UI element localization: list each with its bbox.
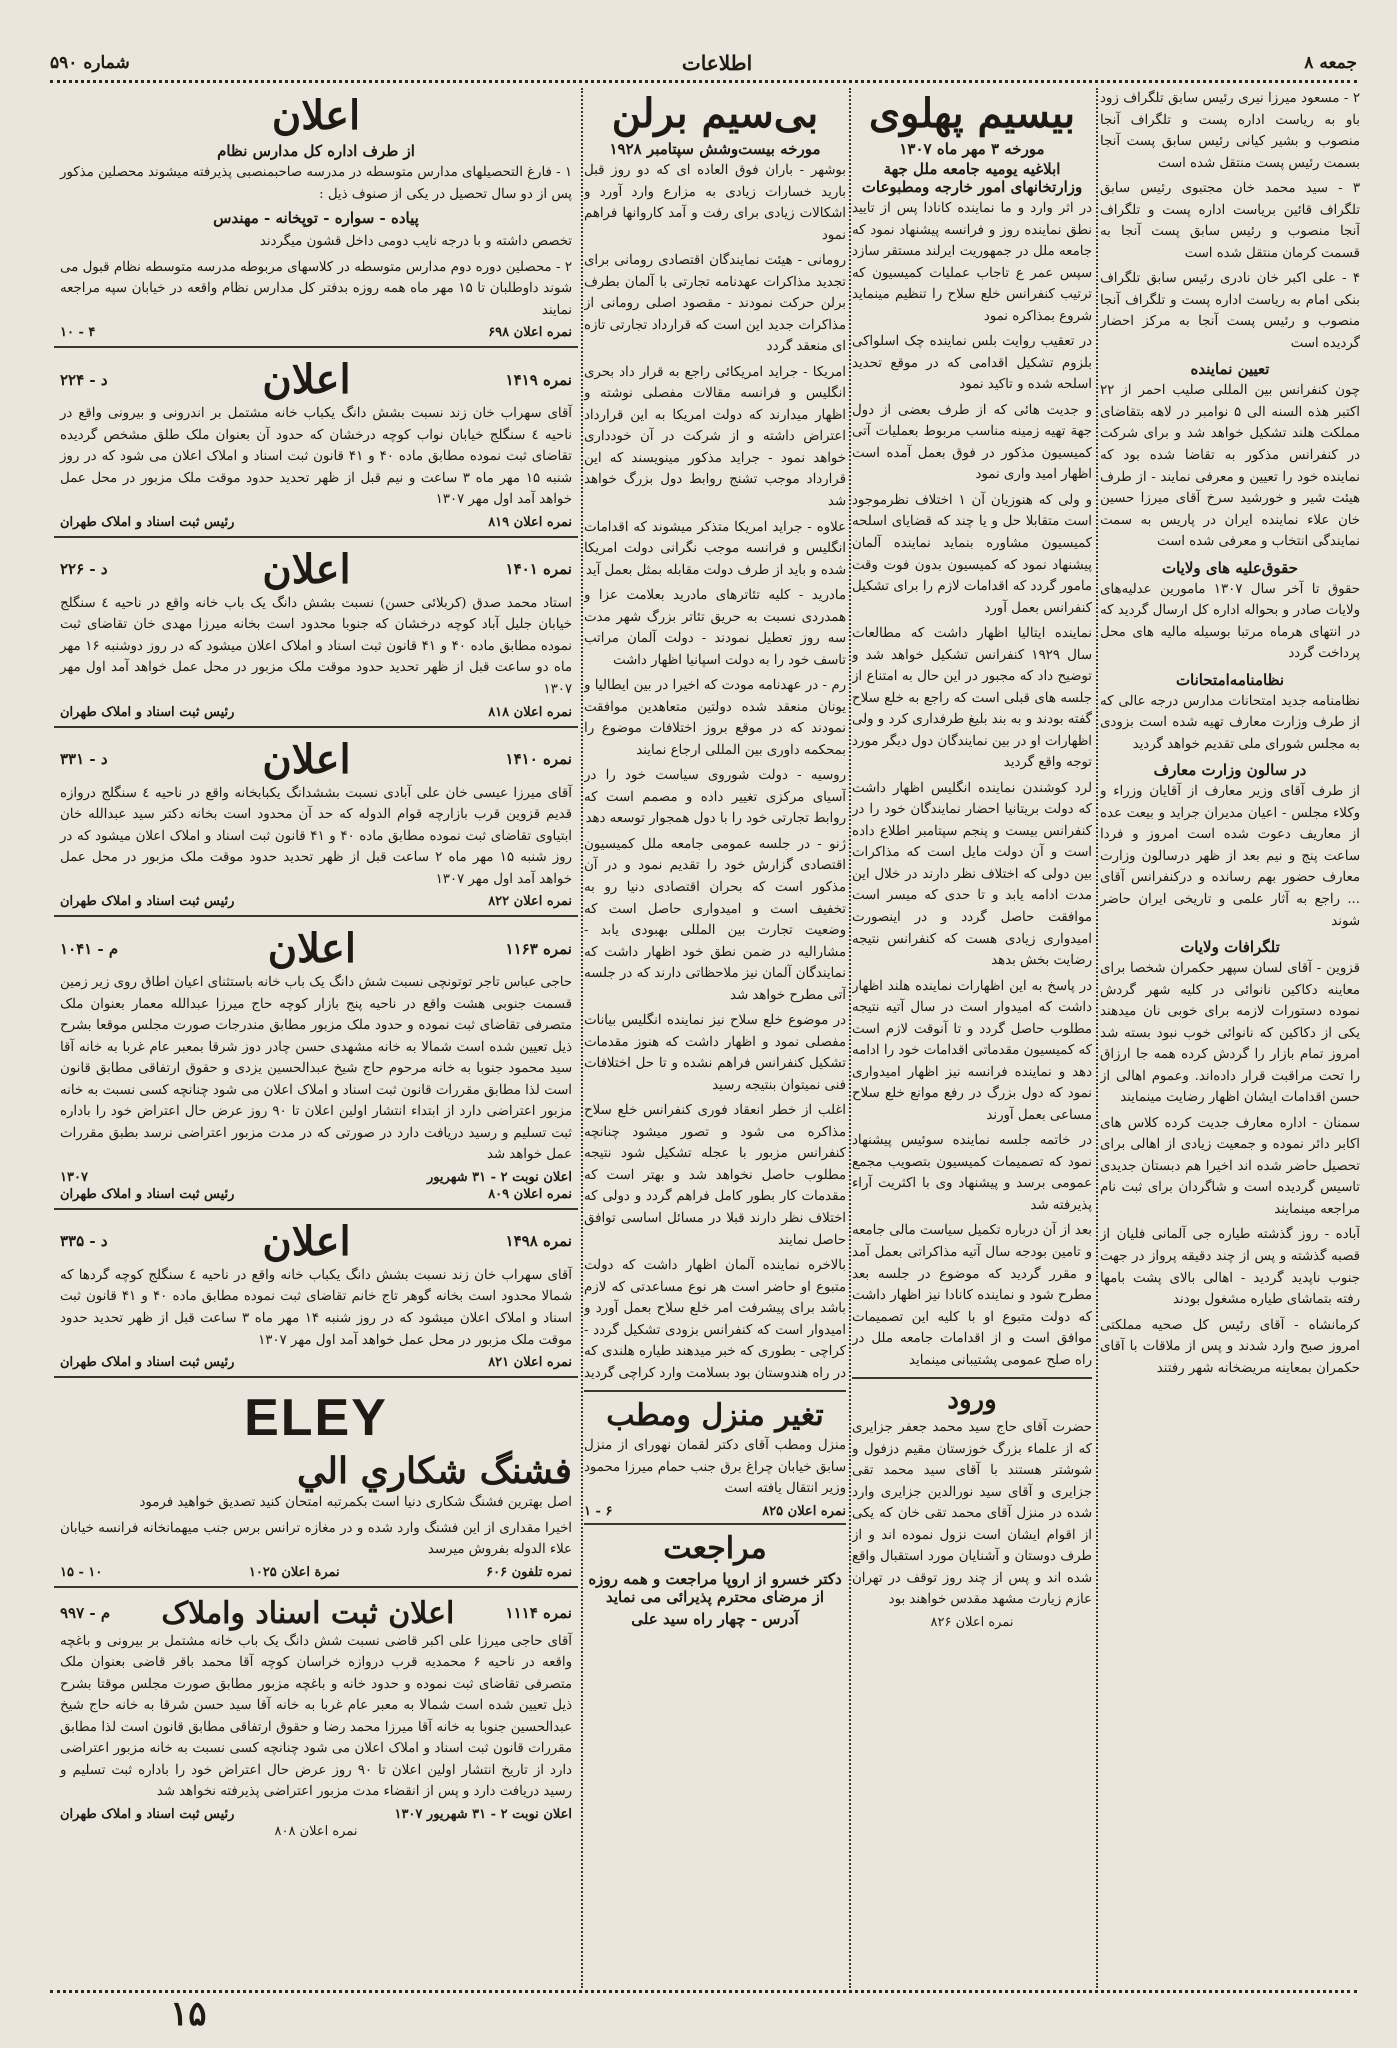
ad-number: نمره اعلان ۸۰۸ [274, 1823, 358, 1839]
ad-registry-1401 [54, 544, 578, 728]
ad-footer [60, 705, 572, 720]
ad-text: آقای حاجی میرزا علی اکبر قاضی نسبت شش دانگ یک باب خانه مشتمل بر بیرونی و باغچه واقعه در ناحیه ۶ محمدیه قرب دروازه خراسان کوچه آقا محمد باقر قاضی بعنوان ملک متصرفی تقاضای ثبت نموده و حدود خانه و باغچه مزبور مطابق صورت مجلس موقتا بشرح ذیل تعیین شده است شمالا به معبر عام غربا به خانه آقا سید حسن شرقا به خانه حاج شیخ عبدالحسین جنوبا به خانه آقا میرزا محمد رضا و حقوق ارتفاقی مطابق قانون است لذا مطابق مقررات قانون ثبت اسناد و املاک اعلان می شود چنانچه کسی نسبت به خانه مزبور اعتراضی دارد از تاریخ انتشار اولین اعلان تا ۹۰ روز عرض حال اعتراض خود را باداره ثبت تسلیم و رسید دریافت دارد و پس از انقضاء مدت مزبور اعتراضی پذیرفته نخواهد شد [60, 1633, 572, 1800]
news-paragraph: علاوه - جراید امریکا متذکر میشوند که اقدامات انگلیس و فرانسه موجب نگرانی دولت امریکا شده و باید از طرف دولت مقابله بمثل بعمل آید [584, 519, 846, 578]
ad-ref: ۱۰ - ۱۵ [60, 1564, 103, 1580]
ad-registry-1114 [54, 1594, 578, 1845]
news-paragraph: در خاتمه جلسه نماینده سوئیس پیشنهاد نمود که تصمیمات کمیسیون بتصویب مجمع عمومی برسد و پیشنهاد وی با اکثریت آراء پذیرفته شد [852, 1133, 1092, 1213]
ad-subtitle: از طرف اداره کل مدارس نظام [217, 142, 415, 160]
ad-num: نمره ۱۱۶۳ [505, 939, 572, 958]
news-paragraph: چون کنفرانس بین المللی صلیب احمر از ۲۲ اکتبر هذه السنه الی ۵ نوامبر در لاهه بتقاضای مملکت هلند تشکیل خواهد شد و برای شرکت در کنفرانس مذکور به تقاضا شده بود که نماینده خود را تعیین و معرفی نمایند - از طرف هیئت شیر و خورشید سرخ آقای میرزا حسین خان علاء نماینده ایران در پاریس به سمت نمایندگی انتخاب و معرفی شده است [1100, 383, 1360, 550]
ad-title: اعلان [262, 735, 351, 783]
ad-registry-1410 [54, 734, 578, 918]
ad-num: نمره ۱۴۱۰ [505, 750, 572, 768]
ad-military-schools [54, 88, 578, 348]
header-newspaper-name: اطلاعات [681, 51, 753, 75]
ad-head [60, 1218, 572, 1265]
news-paragraph: و جدیت هائی که از طرف بعضی از دول جهة تهیه زمینه مناسب مربوط بعملیات آتی کمیسیون مذکور در فوق بعمل آمده است اظهار امید واری نمود [852, 402, 1092, 483]
ad-text: آقای سهراب خان زند نسبت بشش دانگ یکباب خانه واقع در ناحیه ٤ سنگلج کوچه گردها که شمالا محدود است بخانه گوهر تاج خانم تقاضای ثبت نموده مطابق ماده ۴۰ و ۴۱ قانون ثبت اسناد و املاک اعلان میشود که در روز شنبه ۱۴ مهر ماه ۳ ساعت قبل از ظهر تحدید حدود موقت ملک مزبور در محل عمل خواهد آمد اول مهر ۱۳۰۷ [60, 1267, 572, 1348]
news-paragraph: بعد از آن درباره تکمیل سیاست مالی جامعه و تامین بودجه سال آتیه مذاکراتی بعمل آمد و مقرر گردید که موضوع در جلسه بعد مطرح شود و نماینده کانادا نیز اظهار داشت که دولت متبوع او با کلیه این تصمیمات موافق است و از اقدامات جامعه ملل در راه صلح عمومی پشتیبانی مینماید [852, 1223, 1092, 1368]
ad-registry-1419 [54, 354, 578, 538]
news-paragraph: قزوین - آقای لسان سپهر حکمران شخصا برای معاینه دکاکین نانوائی در کلیه شهر گردش نموده دستورات لازمه برای خوبی نان میدهند یکی از دکاکین که نانوائی خوب نبود بسته شد امروز تمام بازار را گردش کرده همه جا ارزاق را تحت مراقبت قرار داده‌اند. وعموم اهالی از حسن اقدامات ایشان اظهار رضایت مینمایند [1100, 961, 1360, 1106]
news-paragraph: کرمانشاه - آقای رئیس کل صحیه مملکتی امروز صبح وارد شدند و پس از ملاقات با آقای حکمران بمعاینه مریضخانه شهر رفتند [1100, 1317, 1360, 1376]
ad-text: دکتر خسرو از اروپا مراجعت و همه روزه از مرضای محترم پذیرائی می نماید [588, 1569, 842, 1606]
ad-registry: رئیس ثبت اسناد و املاک طهران [60, 1186, 235, 1202]
news-paragraph: رم - در عهدنامه مودت که اخیرا در بین ایطالیا و یونان منعقد شده دولتین متعاهدین موافقت نمودند که در موقع بروز اختلافات موضوع را بمحکمه داوری بین المللی ارجاع نمایند [584, 678, 846, 758]
ad-title: اعلان [271, 92, 361, 139]
ad-notice: اعلان نوبت ۲ - ۳۱ شهریور ۱۳۰۷ [394, 1806, 572, 1822]
ad-footer [60, 325, 572, 340]
ad-ref: ۴ - ۱۰ [60, 325, 96, 341]
ad-head [60, 546, 572, 593]
ad-title: اعلان [262, 545, 351, 593]
news-paragraph: لرد کوشندن نماینده انگلیس اظهار داشت که دولت بریتانیا احضار نمایندگان خود را در کنفرانس بیست و پنجم سپتامبر اطلاع داده است و آن دولت مایل است که مذاکرات بین دولی که اختلاف نظر دارند در خلال این مدت ادامه یابد و تا حدی که میسر است موافقت حاصل گردد و در اینصورت امیدواری زیادی هست که کنفرانس نتیجه رضایت بخش بدهد [852, 780, 1092, 969]
ad-title-return: مراجعت [663, 1530, 767, 1566]
ad-num: نمره ۱۴۹۸ [505, 1232, 572, 1251]
ad-footer [60, 1187, 572, 1202]
news-paragraph: ۲ - مسعود میرزا نیری رئیس سابق تلگراف زود باو به ریاست اداره پست و تلگراف آنجا منصوب و بشیر کیانی رئیس سابق پست آنجا بسمت رئیس پست منتقل شده است [1100, 91, 1360, 171]
ad-footer [60, 894, 572, 909]
ad-date: ۱۳۰۷ [60, 1169, 88, 1185]
ad-eley-cartridges [54, 1384, 578, 1588]
ad-text: استاد محمد صدق (کربلائی حسن) نسبت بشش دانگ یک باب خانه واقع در ناحیه ٤ سنگلج خیابان جلیل آباد کوچه درخشان که جنوبا محدود است بخانه میرزا مهدی خان تقاضای ثبت نموده مطابق ماده ۴۰ و ۴۱ قانون ثبت اسناد و املاک اعلان میشود که در روز دوشنبه ۱۶ مهر ماه دو ساعت قبل از ظهر تحدید حدود موقت ملک مزبور در محل عمل خواهد آمد اول مهر ۱۳۰۷ [60, 595, 572, 697]
news-paragraph: حضرت آقای حاج سید محمد جعفر جزایری که از علماء بزرگ خوزستان مقیم دزفول و شوشتر هستند با آقای سید محمد تقی جزایری و آقای سید نورالدین جزایری وارد شده در منزل آقای محمد تقی خان که یکی از اقوام ایشان است نزول نموده اند و از طرف دوستان و آشنایان مورد استقبال واقع شده اند و پس از چند روز توقف در تهران عازم زیارت مشهد مقدس خواهند بود [852, 1420, 1092, 1608]
column-news-2 [852, 88, 1092, 1978]
ad-text: ۱ - فارغ التحصیلهای مدارس متوسطه در مدرسه صاحبمنصبی پذیرفته میشوند محصلین مذکور پس از دو سال تحصیل در یکی از صنوف ذیل : [60, 165, 572, 202]
page-number: ۱۵ [170, 1994, 207, 2034]
ad-registry: رئیس ثبت اسناد و املاک طهران [60, 1355, 235, 1371]
column-ads [54, 88, 578, 1978]
footer-rule [50, 1990, 1357, 1993]
ad-ref: ۶ - ۱ [584, 1503, 613, 1519]
ad-footer [60, 515, 572, 530]
ad-address: آدرس - چهار راه سید علی [631, 1609, 799, 1628]
ad-number: نمرة اعلان ۱۰۲۵ [248, 1564, 340, 1580]
ad-footer [60, 1807, 572, 1822]
section-heading: تعیین نماینده [1190, 360, 1270, 379]
column-divider [1096, 88, 1098, 1988]
ad-text: تخصص داشته و با درجه نایب دومی داخل قشون میگردند [259, 234, 572, 250]
ad-number: نمره اعلان ۸۲۶ [930, 1614, 1014, 1630]
ad-code: د - ۳۳۱ [60, 750, 108, 768]
ad-registry-1163 [54, 923, 578, 1210]
ad-code: د - ۳۳۵ [60, 1232, 108, 1251]
page-header [50, 48, 1357, 78]
news-paragraph: مادرید - کلیه تئاترهای مادرید بعلامت عزا و همدردی نسبت به حریق تئاتر بزرگ شهر مدت سه روز تعطیل نمودند - دولت آلمان مراتب تاسف خود را به دولت اسپانیا اظهار داشت [584, 588, 846, 668]
article-date: مورخه ۳ مهر ماه ۱۳۰۷ [899, 140, 1045, 158]
news-paragraph: روسیه - دولت شوروی سیاست خود را در آسیای مرکزی تغییر داده و مصمم است که روابط تجارتی خود را با دول همجوار توسعه دهد [584, 768, 846, 827]
news-paragraph: در تعقیب روایت بلس نماینده چک اسلواکی بلزوم تشکیل اقدامی که در موقع تحدید اسلحه شده و تاکید نمود [852, 334, 1092, 393]
ad-phone: نمره تلفون ۶۰۶ [486, 1564, 572, 1580]
ad-num: نمره ۱۱۱۴ [505, 1604, 572, 1623]
ad-title-move: تغیر منزل ومطب [606, 1398, 824, 1434]
ad-registry-1498 [54, 1216, 578, 1378]
news-paragraph: ۳ - سید محمد خان مجتبوی رئیس سابق تلگراف قائین بریاست اداره پست و تلگراف آنجا منصوب و رئیس سابق پست آنجا به قسمت کرمان منتقل شده است [1100, 181, 1360, 261]
news-paragraph: و ولی که هنوزیان آن ۱ اختلاف نظرموجود است متقابلا حل و یا چند که قضایای اسلحه کمیسیون مشاوره بنماید نماینده آلمان پیشنهاد نمود که کمیسیون بدون فوت وقت مامور گردد که اقدامات لازم را برای تشکیل کنفرانس بعمل آورد [852, 492, 1092, 616]
ad-footer [584, 1504, 846, 1519]
ad-num: نمره ۱۴۱۹ [505, 370, 572, 389]
ad-registry: رئیس ثبت اسناد و املاک طهران [60, 1806, 235, 1822]
ad-title: فشنگ شکاري الي [296, 1450, 572, 1493]
ad-title: اعلان [267, 925, 356, 973]
ad-head [60, 736, 572, 783]
ad-head [60, 356, 572, 403]
ad-footer [60, 1170, 572, 1185]
ad-number: نمره اعلان ۸۰۹ [488, 1186, 572, 1202]
section-heading: در سالون وزارت معارف [1153, 761, 1307, 780]
news-paragraph: سمنان - اداره معارف جدیت کرده کلاس های اکابر دائر نموده و جمعیت زیادی از اهالی برای تحصیل حاضر شده اند اخیرا هم دبستان جدیدی تاسیس گردیده است و شاگردان برای ثبت نام مراجعه مینمایند [1100, 1115, 1360, 1217]
header-day: جمعه ۸ [1304, 53, 1357, 73]
ad-number: نمره اعلان ۸۲۱ [488, 1355, 572, 1371]
ad-registry: رئیس ثبت اسناد و املاک طهران [60, 894, 235, 910]
news-paragraph: در پاسخ به این اظهارات نماینده هلند اظهار داشت که امیدوار است در سال آتیه نتیجه مطلوب حاصل گردد و تا آنوقت لازم است که کمیسیون مقدماتی اقدامات خود را ادامه دهد و نماینده فرانسه نیز اظهار امیدواری نمود که دول بزرگ در رفع موانع خلع سلاح مساعی بعمل آورند [852, 978, 1092, 1123]
ad-notice: اعلان نوبت ۲ - ۳۱ شهریور [426, 1169, 572, 1185]
ad-number: نمره اعلان ۸۲۵ [762, 1503, 846, 1519]
news-paragraph: ۴ - علی اکبر خان نادری رئیس سابق تلگراف بنکی امام به ریاست اداره پست و تلگراف آنجا منصوب و رئیس پست آنجا به مرکز احضار گردیده است [1100, 271, 1360, 351]
article-subtitle: ابلاغیه یومیه جامعه ملل جهة وزارتخانهای امور خارجه ومطبوعات [861, 160, 1083, 196]
news-paragraph: آباده - روز گذشته طیاره جی آلمانی فلیان از قصبه گذشته و پس از چند دقیقه پرواز در جهت جنوب ناپدید گردید - اهالی بالای پشت بامها رفته بتماشای طیاره مشغول بودند [1100, 1227, 1360, 1308]
section-heading: نظامنامه‌امتحانات [1175, 670, 1285, 689]
ad-footer [60, 1565, 572, 1580]
header-rule [50, 80, 1357, 83]
column-divider [581, 88, 583, 1988]
ad-number: نمره اعلان ۶۹۸ [488, 325, 572, 341]
ad-title: اعلان [262, 1217, 351, 1265]
ad-text: آقای میرزا عیسی خان علی آبادی نسبت بششدانگ یکبابخانه واقع در ناحیه ٤ سنگلج دروازه قدیم قزوین قرب بازارچه قوام الدوله که حد آن محدود است بخانه دکتر سید عبدالله خان ابتیاوی تقاضای ثبت نموده مطابق ماده ۴۰ و ۴۱ قانون ثبت اسناد و املاک اعلان میشود که در روز شنبه ۱۵ مهر ماه ۲ ساعت قبل از ظهر تحدید حدود موقت ملک مزبور در محل عمل خواهد آمد اول مهر ۱۳۰۷ [60, 785, 572, 887]
header-issue-number: شماره ۵۹۰ [50, 53, 130, 73]
news-paragraph: امریکا - جراید امریکائی راجع به قرار داد بحری انگلیس و فرانسه مقالات مفصلی نوشته و اظهار میدارند که دولت امریکا به این قرارداد اعتراض داشته و از شرکت در آن خودداری خواهد نمود - جراید مذکور مینویسند که این قرارداد موجب تشنج روابط دول بزرگ خواهد شد [584, 364, 846, 509]
column-news-3 [584, 88, 846, 1978]
article-title: بی‌سیم برلن [611, 90, 819, 137]
ad-text: ۲ - محصلین دوره دوم مدارس متوسطه در کلاسهای مربوطه مدرسه متوسطه نظام قبول می شوند داوطلبان تا ۱۵ مهر ماه همه روزه بدفتر کل مدارس نظام واقعه در خیابان سپه مراجعه نمایند [60, 259, 572, 318]
section-heading: حقوق‌علیه های ولایات [1161, 558, 1299, 577]
column-divider [849, 88, 851, 1988]
section-heading: تلگرافات ولایات [1180, 938, 1280, 957]
ad-text: اصل بهترین فشنگ شکاری دنیا است بکمرتبه امتحان کنید تصدیق خواهید فرمود [139, 1495, 572, 1511]
section-heading-arrival: ورود [947, 1385, 997, 1416]
ad-text: اخیرا مقداری از این فشنگ وارد شده و در مغازه ترانس برس جنب میهمانخانه فرانسه خیابان علاء الدوله بفروش میرسد [60, 1520, 572, 1558]
column-news-1 [1100, 88, 1360, 1978]
article-title: بیسیم پهلوی [868, 90, 1076, 137]
ad-number: نمره اعلان ۸۲۲ [488, 894, 572, 910]
news-paragraph: در اثر وارد و ما نماینده کانادا پس از تایید نطق نماینده روز و فرانسه پیشنهاد نمود که جامعه ملل در جمهوریت ایرلند مستقر سازد سپس عمر ع تاجاب عملیات کمیسیون که ترتیب کنفرانس خلع سلاح را تنظیم مینماید شروع بمذاکره نمود [852, 201, 1092, 324]
ad-text: آقای سهراب خان زند نسبت بشش دانگ یکباب خانه مشتمل بر اندرونی و بیرونی واقع در ناحیه ٤ سنگلج خیابان نواب کوچه درخشان که حدود آن بعنوان ملک طلق مشخص گردیده تقاضای ثبت نموده مطابق ماده ۴۰ و ۴۱ قانون ثبت اسناد و املاک اعلان می شود که در روز شنبه ۱۵ مهر ماه ۳ ساعت و نیم قبل از ظهر تحدید حدود موقت ملک مزبور در محل عمل خواهد آمد اول مهر ۱۳۰۷ [60, 406, 573, 508]
news-paragraph: بالاخره نماینده آلمان اظهار داشت که دولت متبوع او حاضر است هر نوع مساعدتی که لازم باشد برای پیشرفت امر خلع سلاح بعمل آورد و امیدوار است که کنفرانس بزودی تشکیل گردد - کراچی - بطوری که خبر میدهند طیاره هلندی که در راه هندوستان بود بسلامت وارد کراچی گردید [584, 1258, 846, 1381]
ad-code: م - ۹۹۷ [60, 1604, 111, 1623]
ad-code: م - ۱۰۴۱ [60, 939, 119, 958]
ad-brand: ELEY [244, 1389, 388, 1448]
news-paragraph: از طرف آقای وزیر معارف از آقایان وزراء و وکلاء مجلس - اعیان مدیران جراید و بیعت عده از معاریف دعوت شده است امروز و فردا ساعت پنج و نیم بعد از ظهر درسالون وزارت معارف حضور بهم رسانده و درکنفرانس آقای ... راجع به آثار علمی و تاریخی ایران حاضر شوند [1100, 784, 1360, 929]
ad-text: حاجی عباس تاجر توتونچی نسبت شش دانگ یک باب خانه باستثنای اعیان اطاق روی زیر زمین قسمت جنوبی هشت واقع در ناحیه پنج بازار کوچه حاج میرزا عبدالله معمار بعنوان ملک متصرفی تقاضای ثبت نموده و حدود ملک مزبور مطابق مندرجات صورت مجلس موقعا بشرح ذیل تعیین شده است شمالا به خانه مشهدی حسن چادر دوز شرقا بمعبر عام غربا به خانه آقا سید محمود جنوبا به خانه مرحوم حاج شیخ عبدالحسین یزدی و حقوق ارتفاقی مطابق قانون است لذا مطابق مقررات قانون ثبت اسناد و املاک اعلان می شود چنانچه کسی نسبت به خانه مزبور اعتراضی دارد از ابتداء انتشار اولین اعلان تا ۹۰ روز عرض حال اعتراض خود را باداره ثبت تسلیم و رسید دریافت دارد در صورتی که در مدت مزبور اعتراضی نرسد بطبق مقررات عمل خواهد شد [60, 975, 572, 1163]
ad-title: اعلان [262, 356, 351, 404]
ad-registry: رئیس ثبت اسناد و املاک طهران [60, 704, 235, 720]
ad-arms-list: پیاده - سواره - توپخانه - مهندس [213, 209, 419, 228]
ad-registry: رئیس ثبت اسناد و املاک طهران [60, 514, 235, 530]
news-paragraph: نظامنامه جدید امتحانات مدارس درجه عالی که از طرف وزارت معارف تهیه شده است بزودی به مجلس شورای ملی تقدیم خواهد گردید [1100, 693, 1360, 752]
news-paragraph: ژنو - در جلسه عمومی جامعه ملل کمیسیون اقتصادی گزارش خود را تقدیم نمود و در آن مذکور است که بحران اقتصادی دنیا رو به تخفیف است و امیدواری حاصل است که وضعیت تجارت بین المللی بهبودی یابد - مشارالیه در ضمن نطق خود اظهار داشت که نمایندگان آلمان نیز ملاحظاتی دارند که در جلسه آتی مطرح خواهد شد [584, 836, 846, 1003]
news-paragraph: بوشهر - باران فوق العاده ای که دو روز قبل بارید خسارات زیادی به مزارع وارد آورد و اشکالات زیادی برای رفت و آمد کاروانها فراهم نمود [584, 163, 846, 243]
news-paragraph: رومانی - هیئت نمایندگان اقتصادی رومانی برای تجدید مذاکرات عهدنامه تجارتی با آلمان بطرف برلن حرکت نمودند - مقصود اصلی رومانی از مذاکرات جدید این است که قرارداد تجارتی تازه ای منعقد گردد [584, 253, 846, 355]
news-paragraph: نماینده ایتالیا اظهار داشت که مطالعات سال ۱۹۲۹ کنفرانس تشکیل خواهد شد و توضیح داد که مجبور در این حال به امتناع از جلسه های قبلی است که راجع به خلع سلاح گفته بودند و به بند بلیغ طرفداری کرد و ولی اظهارات او در بین نمایندگان دول دیگر مورد توجه واقع گردید [852, 626, 1092, 771]
ad-number: نمره اعلان ۸۱۹ [488, 514, 572, 530]
article-date: مورخه بیست‌وشش سپتامبر ۱۹۲۸ [609, 140, 821, 158]
news-paragraph: در موضوع خلع سلاح نیز نماینده انگلیس بیانات مفصلی نمود و اظهار داشت که هنوز مقدمات تشکیل کنفرانس فراهم نشده و تا حل اختلافات فنی نمیتوان بنتیجه رسید [584, 1013, 846, 1093]
ad-head [60, 1596, 572, 1631]
ad-code: د - ۲۲۶ [60, 560, 108, 579]
ad-title: اعلان ثبت اسناد واملاک [161, 1595, 455, 1631]
ad-footer [60, 1355, 572, 1370]
news-paragraph: حقوق تا آخر سال ۱۳۰۷ مامورین عدلیه‌های ولایات صادر و بحواله اداره کل ارسال گردید که در انتهای هرماه مرتبا بوسیله مالیه های محل پرداخت گردد [1100, 581, 1360, 662]
ad-head [60, 925, 572, 972]
ad-text: منزل ومطب آقای دکتر لقمان نهورای از منزل سابق خیابان چراغ برق جنب حمام میرزا محمود وزیر انتقال یافته است [584, 1438, 846, 1497]
news-paragraph: اغلب از خطر انعقاد فوری کنفرانس خلع سلاح مذاکره می شود و تصور میشود چنانچه کنفرانس مزبور با عجله تشکیل شود نتیجه مطلوب حاصل نخواهد شد و بهتر است که مقدمات کار بطور کامل فراهم گردد و دولی که اختلاف نظر دارند قبلا در مسائل اساسی توافق حاصل نمایند [584, 1103, 846, 1248]
ad-code: د - ۲۲۴ [60, 370, 108, 389]
ad-num: نمره ۱۴۰۱ [505, 560, 572, 579]
ad-number: نمره اعلان ۸۱۸ [488, 704, 572, 720]
